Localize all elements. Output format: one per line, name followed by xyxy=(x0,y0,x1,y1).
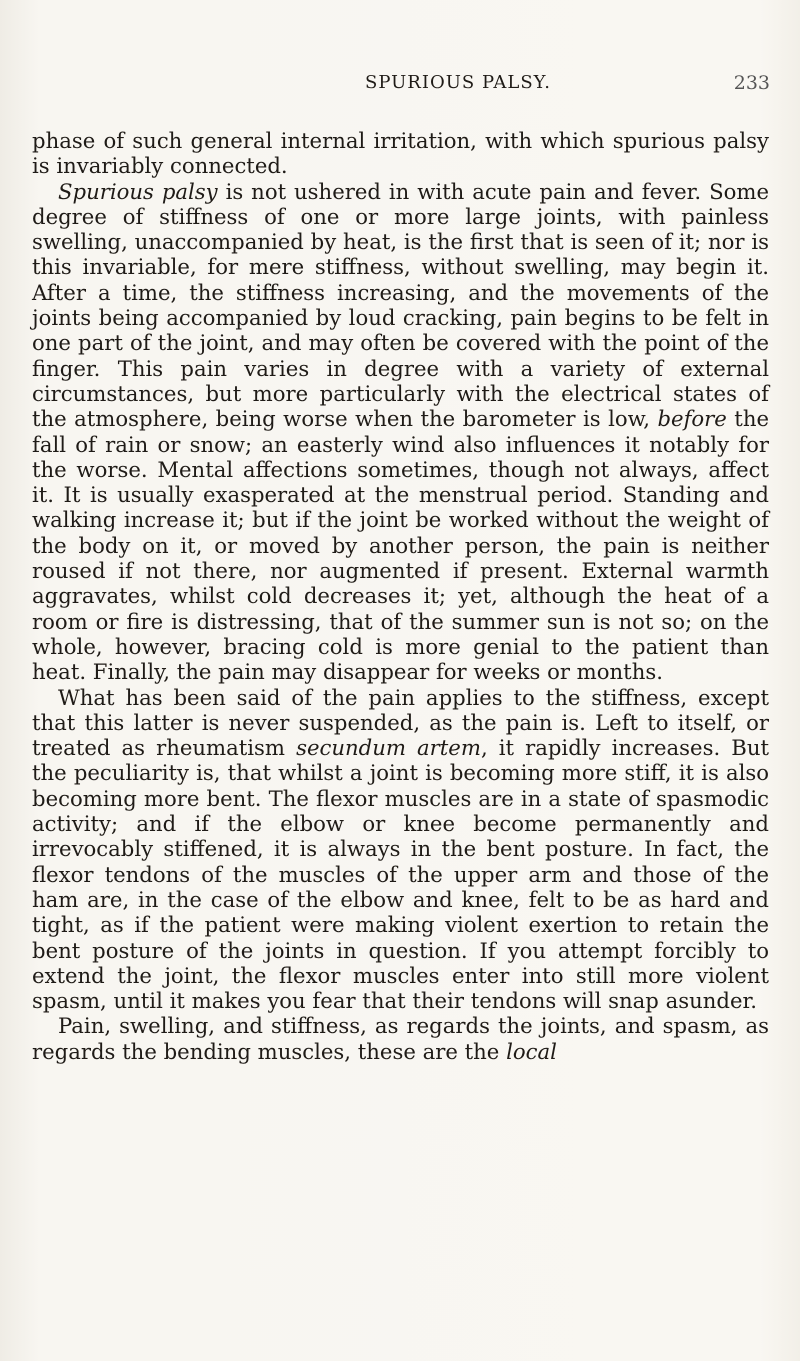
paragraph-text: phase of such general internal irritation, with which spurious palsy is invariably connected. xyxy=(32,128,769,179)
paragraph-spurious-palsy xyxy=(32,179,769,685)
page-number: 233 xyxy=(733,72,770,94)
page-header xyxy=(0,72,800,102)
italic-term: secundum artem xyxy=(296,735,481,761)
italic-term: before xyxy=(657,406,727,432)
paragraph-text: is not ushered in with acute pain and fever. Some degree of stiffness of one or more large joints, with painless swelling, unaccompanied by heat, is the first that is seen of it; nor is this invariable, for mere stiffness, without swelling, may begin it. After a time, the stiffness increasing, and the movements of the joints being accompanied by loud cracking, pain begins to be felt in one part of the joint, and may often be covered with the point of the finger. This pain varies in degree with a variety of external circumstances, but more particularly with the electrical states of the atmosphere, being worse when the barometer is low, xyxy=(32,178,769,432)
paragraph-text: What has been said of the pain applies to the stiffness, except that this latter is never suspended, as the pain is. Left to itself, or treated as rheumatism xyxy=(32,684,769,761)
paragraph-text: Pain, swelling, and stiffness, as regards the joints, and spasm, as regards the bending muscles, these are the xyxy=(32,1013,769,1064)
running-head: SPURIOUS PALSY. xyxy=(365,72,551,93)
paragraph-continuation xyxy=(32,128,769,179)
paragraph-stiffness xyxy=(32,685,769,1014)
italic-term: Spurious palsy xyxy=(58,178,218,204)
paragraph-text: the fall of rain or snow; an easterly wind also influences it notably for the worse. Mental affections sometimes, though not always, affect it. It is usually exasperated at the menstrual period. Standing and walking increase it; but if the joint be worked without the weight of the body on it, or moved by another person, the pain is neither roused if not there, nor augmented if present. External warmth aggravates, whilst cold decreases it; yet, although the heat of a room or fire is distressing, that of the summer sun is not so; on the whole, however, bracing cold is more genial to the patient than heat. Finally, the pain may disappear for weeks or months. xyxy=(32,406,770,685)
paragraph-local-symptoms xyxy=(32,1013,769,1064)
paragraph-text: , it rapidly increases. But the peculiarity is, that whilst a joint is becoming more stiff, it is also becoming more bent. The flexor muscles are in a state of spasmodic activity; and if the elbow or knee become permanently and irrevocably stiffened, it is always in the bent posture. In fact, the flexor tendons of the muscles of the upper arm and those of the ham are, in the case of the elbow and knee, felt to be as hard and tight, as if the patient were making violent exertion to retain the bent posture of the joints in question. If you attempt forcibly to extend the joint, the flexor muscles enter into still more violent spasm, until it makes you fear that their tendons will snap asunder. xyxy=(32,735,769,1014)
italic-term: local xyxy=(506,1038,557,1064)
body-text xyxy=(32,128,769,1064)
